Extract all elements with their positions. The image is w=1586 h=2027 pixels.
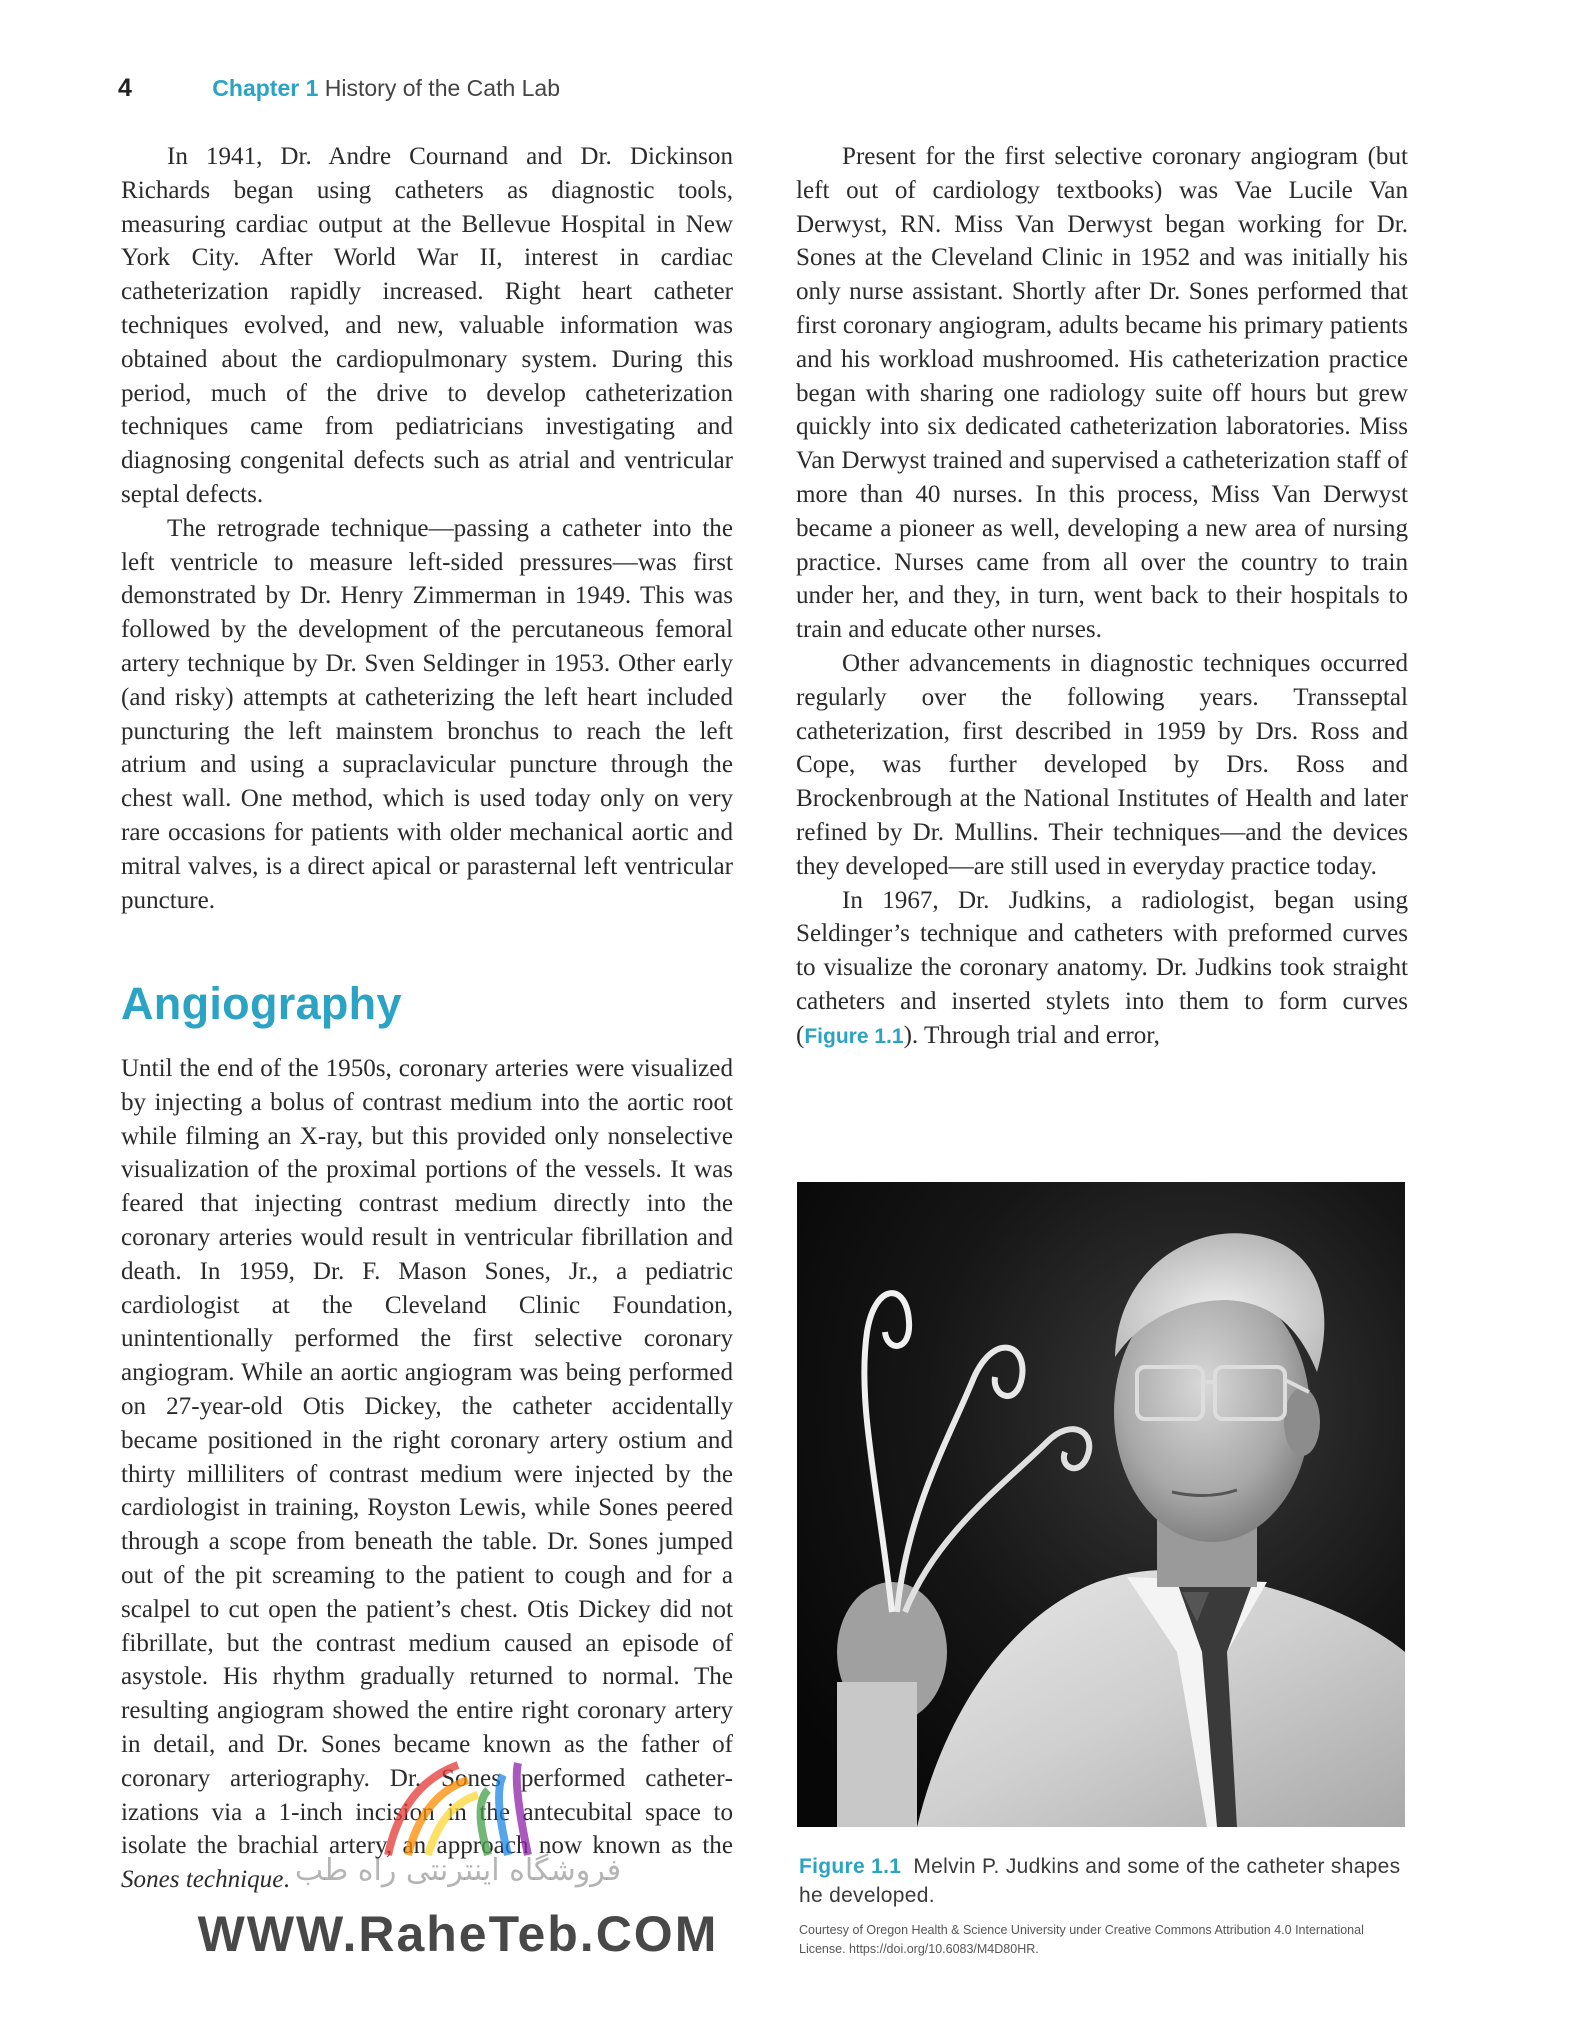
running-head [118, 74, 560, 103]
angiography-paragraph-1 [121, 1052, 733, 1897]
chapter-title: History of the Cath Lab [324, 75, 561, 101]
left-column-angiography [121, 1052, 733, 1897]
right-paragraph-3-start: In 1967, Dr. Judkins, a radiologist, began using Seldinger’s technique and catheters with preformed curves to visualize the coronary anatomy. Dr. Judkins took straight catheters and inserted stylets into them to form curves ( [796, 886, 1408, 1049]
angiography-paragraph-end: . [283, 1866, 290, 1894]
figure-credit: Courtesy of Oregon Health & Science University under Creative Commons Attribution 4.0 International License. https://doi.org/10.6083/M4D80HR. [799, 1923, 1364, 1956]
right-column [796, 140, 1408, 1054]
sones-technique-term: Sones technique [121, 1866, 284, 1894]
figure-photo-judkins [797, 1182, 1405, 1827]
left-column-intro [121, 140, 733, 917]
chapter-label: Chapter 1 [212, 75, 319, 101]
figure-reference-link[interactable]: Figure 1.1 [804, 1024, 904, 1048]
left-paragraph-1: In 1941, Dr. Andre Cournand and Dr. Dickinson Richards began using catheters as diagnostic tools, measuring cardiac output at the Bellevue Hospital in New York City. After World War II, interest in cardiac catheterization rapidly increased. Right heart catheter techniques evolved, and new, valuable information was obtained about the cardiopulmonary system. During this period, much of the drive to develop catheterization techniques came from pediatricians investigating and diagnosing congenital defects such as atrial and ventricular septal defects. [121, 143, 733, 508]
figure-label: Figure 1.1 [799, 1855, 902, 1878]
right-paragraph-3-end: ). Through trial and error, [903, 1021, 1160, 1049]
right-paragraph-3 [796, 884, 1408, 1054]
angiography-paragraph-text: Until the end of the 1950s, coronary arteries were visualized by injecting a bolus of contrast medium into the aortic root while filming an X-ray, but this provided only nonselective visualization of the proximal portions of the vessels. It was feared that injecting contrast medium directly into the coronary arteries would result in ventricular fibrillation and death. In 1959, Dr. F. Mason Sones, Jr., a pediatric cardiologist at the Cleveland Clinic Foundation, unintentionally performed the first selective coronary angiogram. While an aortic angiogram was being performed on 27-year-old Otis Dickey, the catheter accidentally became positioned in the right coronary artery ostium and thirty milliliters of contrast medium were injected by the cardiologist in training, Royston Lewis, while Sones peered through a scope from beneath the table. Dr. Sones jumped out of the pit screaming to the patient to cough and for a scalpel to cut open the patient’s chest. Otis Dickey did not fibrillate, but the contrast medium caused an episode of asystole. His rhythm gradually returned to normal. The resulting angiogram showed the entire right coronary artery in detail, and Dr. Sones became known as the father of coronary arteriography. Dr. Sones performed catheterizations via a 1-inch incision in the antecubital space to isolate the brachial artery, an approach now known as the [121, 1055, 733, 1860]
watermark-persian-text: فروشگاه اینترنتی راه طب [294, 1853, 622, 1888]
page-number: 4 [118, 74, 132, 102]
figure-caption [799, 1852, 1409, 1910]
left-paragraph-2: The retrograde technique—passing a catheter into the left ventricle to measure left-sided pressures—was first demonstrated by Dr. Henry Zimmerman in 1949. This was followed by the development of the percutaneous femoral artery technique by Dr. Sven Seldinger in 1953. Other early (and risky) attempts at catheterizing the left heart included puncturing the left mainstem bronchus to reach the left atrium and using a supraclavicular puncture through the chest wall. One method, which is used today only on very rare occasions for patients with older mechanical aortic and mitral valves, is a direct apical or parasternal left ventricular puncture. [121, 514, 733, 914]
portrait-illustration [797, 1182, 1405, 1827]
right-paragraph-1: Present for the first selective coronary angiogram (but left out of cardiology textbooks) was Vae Lucile Van Derwyst, RN. Miss Van Derwyst began working for Dr. Sones at the Cleveland Clinic in 1952 and was initially his only nurse assistant. Shortly after Dr. Sones performed that first coronary angiogram, adults became his primary patients and his workload mushroomed. His catheterization practice began with sharing one radiology suite off hours but grew quickly into six dedicated catheterization laboratories. Miss Van Derwyst trained and supervised a catheterization staff of more than 40 nurses. In this process, Miss Van Derwyst became a pioneer as well, developing a new area of nursing practice. Nurses came from all over the country to train under her, and they, in turn, went back to their hospitals to train and educate other nurses. [796, 143, 1408, 644]
right-paragraph-2: Other advancements in diagnostic techniques occurred regularly over the following years. Transseptal catheterization, first described in 1959 by Drs. Ross and Cope, was further developed by Drs. Ross and Brockenbrough at the National Institutes of Health and later refined by Dr. Mullins. Their techniques—and the devices they developed—are still used in everyday practice today. [796, 649, 1408, 880]
section-heading-angiography: Angiography [121, 978, 402, 1029]
figure-caption-text: Melvin P. Judkins and some of the catheter shapes he developed. [799, 1855, 1401, 1907]
watermark-site-url: WWW.RaheTeb.COM [197, 1906, 719, 1962]
